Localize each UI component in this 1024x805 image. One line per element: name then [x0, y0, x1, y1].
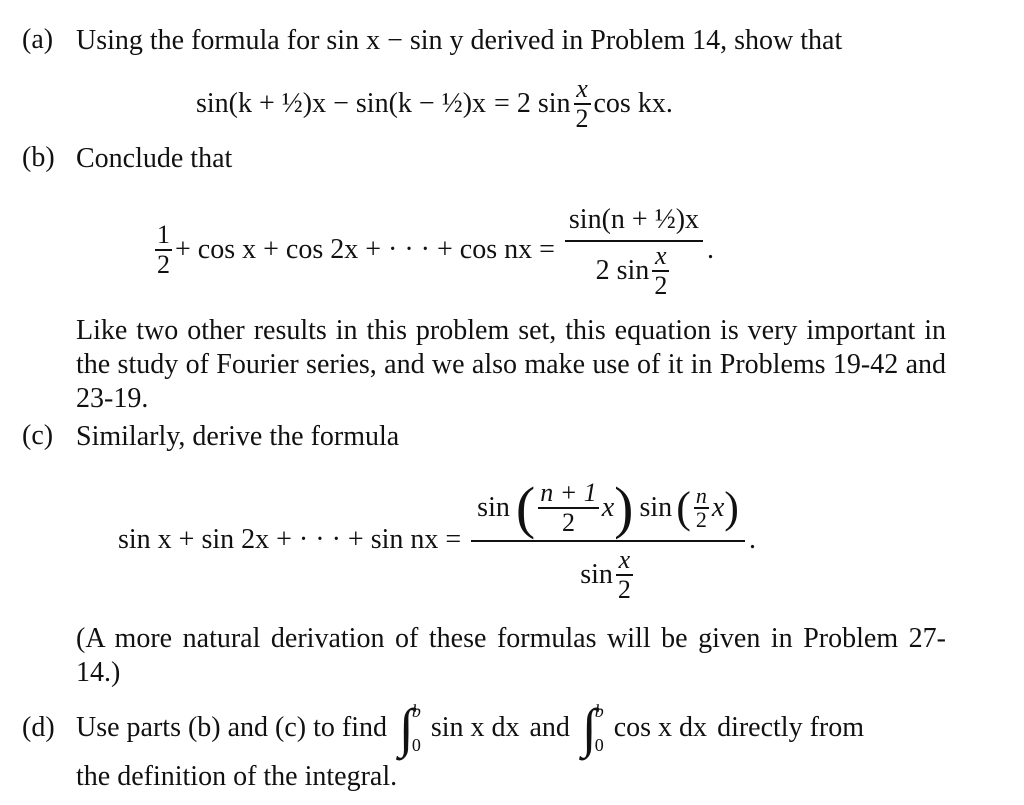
equation-b-rhs-den-sin: 2 sin [595, 255, 650, 286]
part-b-text: Conclude that [76, 143, 233, 174]
left-paren: ( [676, 483, 691, 532]
right-paren: ) [614, 475, 634, 540]
equation-c-lhs: sin x + sin 2x + · · · + sin nx = [118, 524, 462, 555]
equation-c-rhs-fraction [471, 476, 745, 604]
equation-c-f1 [538, 479, 599, 537]
part-a-text: Using the formula for sin x − sin y derived in Problem 14, show that [76, 25, 843, 56]
equation-b [152, 196, 714, 304]
equation-c-den-den: 2 [617, 575, 631, 604]
integral-cos-body: cos x dx [613, 712, 708, 743]
equation-c-rhs-den [576, 542, 640, 604]
equation-b-period: . [707, 234, 715, 265]
equation-a [196, 72, 673, 136]
part-d-text-before: Use parts (b) and (c) to find [76, 712, 388, 743]
part-d-and: and [529, 712, 570, 743]
part-b-remark: Like two other results in this problem set, this equation is very important in the study of Fourier series, and we also make use of it in Problems 19-42 and 23-19. [76, 315, 946, 414]
equation-c-period: . [748, 524, 756, 555]
equation-b-rhs-den [592, 242, 677, 300]
equation-c-den-sin: sin [580, 559, 613, 590]
equation-c-f1-num: n + 1 [540, 478, 597, 507]
equation-a-fraction [574, 75, 591, 133]
integral-sin-lower: 0 [411, 735, 421, 755]
part-c-text: Similarly, derive the formula [76, 421, 400, 452]
integral-cos [581, 698, 604, 758]
equation-c-f2-num: n [695, 483, 707, 508]
right-paren: ) [724, 483, 739, 532]
equation-c-f2 [694, 485, 709, 531]
part-d-line1 [76, 692, 864, 764]
integral-limits [595, 701, 604, 755]
equation-c-var1: x [601, 492, 615, 523]
integral-sin-upper: b [411, 701, 421, 721]
left-paren: ( [515, 475, 536, 540]
part-d-label: (d) [22, 712, 55, 743]
equation-c-rhs-num [471, 476, 745, 540]
part-a-label: (a) [22, 24, 54, 55]
integral-sin [399, 698, 421, 758]
equation-b-rhs-fraction [565, 200, 703, 300]
equation-c [118, 466, 756, 614]
equation-c-f1-den: 2 [561, 508, 575, 537]
equation-b-rhs-den-num: x [655, 241, 667, 270]
integral-sign-icon: ∫ [581, 698, 597, 758]
equation-c-var2: x [711, 492, 725, 523]
equation-b-rhs-num: sin(n + ½)x [568, 204, 700, 235]
integral-limits [412, 701, 421, 755]
equation-c-den-num: x [618, 545, 631, 574]
equation-a-lhs: sin(k + ½)x − sin(k − ½)x [196, 88, 487, 119]
equation-c-f2-den: 2 [695, 507, 707, 532]
part-b-label: (b) [22, 142, 55, 173]
equation-b-half [155, 221, 172, 279]
integral-cos-lower: 0 [594, 735, 604, 755]
equation-a-equals: = 2 sin [494, 88, 571, 119]
equation-a-rhs: cos kx. [593, 88, 673, 119]
equation-b-rhs-den-den: 2 [654, 271, 668, 300]
equation-a-frac-den: 2 [575, 104, 589, 133]
part-d-text-after: directly from [717, 712, 865, 743]
integral-sign-icon: ∫ [399, 698, 414, 758]
part-d-line2: the definition of the integral. [76, 761, 398, 792]
part-c-remark: (A more natural derivation of these formulas will be given in Problem 27-14.) [76, 623, 946, 688]
equation-b-half-num: 1 [157, 220, 170, 249]
equation-c-sin2: sin [639, 492, 673, 523]
equation-c-den-frac [616, 546, 633, 604]
part-c-label: (c) [22, 420, 54, 451]
integral-cos-upper: b [594, 701, 604, 721]
equation-b-rhs-den-frac [652, 242, 669, 300]
integral-sin-body: sin x dx [430, 712, 520, 743]
equation-b-half-den: 2 [157, 250, 170, 279]
equation-c-sin1: sin [477, 492, 510, 523]
equation-b-lhs: + cos x + cos 2x + · · · + cos nx = [175, 234, 555, 265]
equation-a-frac-num: x [576, 74, 588, 103]
